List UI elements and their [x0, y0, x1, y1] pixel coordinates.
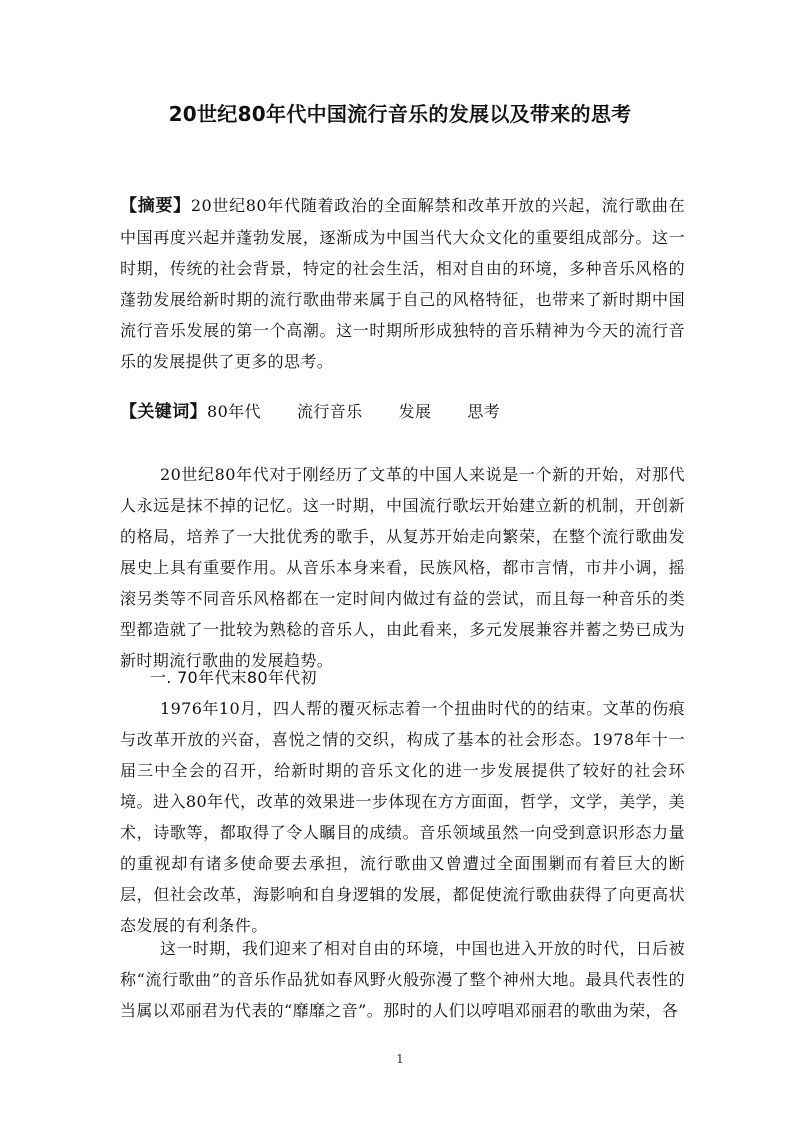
- keywords-line: [120, 396, 685, 428]
- intro-paragraph: 20世纪80年代对于刚经历了文革的中国人来说是一个新的开始，对那代人永远是抹不掉的记忆。这一时期，中国流行歌坛开始建立新的机制，开创新的格局，培养了一大批优秀的歌手，从复苏开始走向繁荣，在整个流行歌曲发展史上具有重要作用。从音乐本身来看，民族风格，都市言情，市井小调，摇滚另类等不同音乐风格都在一定时间内做过有益的尝试，而且每一种音乐的类型都造就了一批较为熟稔的音乐人，由此看来，多元发展兼容并蓄之势已成为新时期流行歌曲的发展趋势。: [120, 465, 685, 670]
- keyword-item: 流行音乐: [296, 402, 363, 421]
- abstract-paragraph: [120, 190, 685, 377]
- abstract-label: 【摘要】: [120, 196, 191, 216]
- section-heading: 一. 70年代末80年代初: [150, 668, 317, 687]
- page-number: 1: [396, 1052, 404, 1066]
- section-paragraph: 这一时期，我们迎来了相对自由的环境，中国也进入开放的时代，日后被称“流行歌曲”的音乐作品犹如春风野火般弥漫了整个神州大地。最具代表性的当属以邓丽君为代表的“靡靡之音”。那时的人们以哼唱邓丽君的歌曲为荣，各: [120, 939, 685, 1020]
- keyword-item: 80年代: [207, 402, 261, 421]
- keywords-label: 【关键词】: [120, 402, 207, 422]
- section-paragraph: 1976年10月，四人帮的覆灭标志着一个扭曲时代的的结束。文革的伤痕与改革开放的兴奋，喜悦之情的交织，构成了基本的社会形态。1978年十一届三中全会的召开，给新时期的音乐文化的进一步发展提供了较好的社会环境。进入80年代，改革的效果进一步体现在方方面面，哲学，文学，美学，美术，诗歌等，都取得了令人瞩目的成绩。音乐领域虽然一向受到意识形态力量的重视却有诸多使命要去承担，流行歌曲又曾遭过全面围剿而有着巨大的断层，但社会改革，海影响和自身逻辑的发展，都促使流行歌曲获得了向更高状态发展的有利条件。: [120, 699, 685, 935]
- keyword-item: 发展: [398, 402, 432, 421]
- document-title: 20世纪80年代中国流行音乐的发展以及带来的思考: [168, 102, 632, 126]
- keyword-item: 思考: [467, 402, 501, 421]
- abstract-text: 20世纪80年代随着政治的全面解禁和改革开放的兴起，流行歌曲在中国再度兴起并蓬勃发展，逐渐成为中国当代大众文化的重要组成部分。这一时期，传统的社会背景，特定的社会生活，相对自由的环境，多种音乐风格的蓬勃发展给新时期的流行歌曲带来属于自己的风格特征，也带来了新时期中国流行音乐发展的第一个高潮。这一时期所形成独特的音乐精神为今天的流行音乐的发展提供了更多的思考。: [120, 196, 685, 371]
